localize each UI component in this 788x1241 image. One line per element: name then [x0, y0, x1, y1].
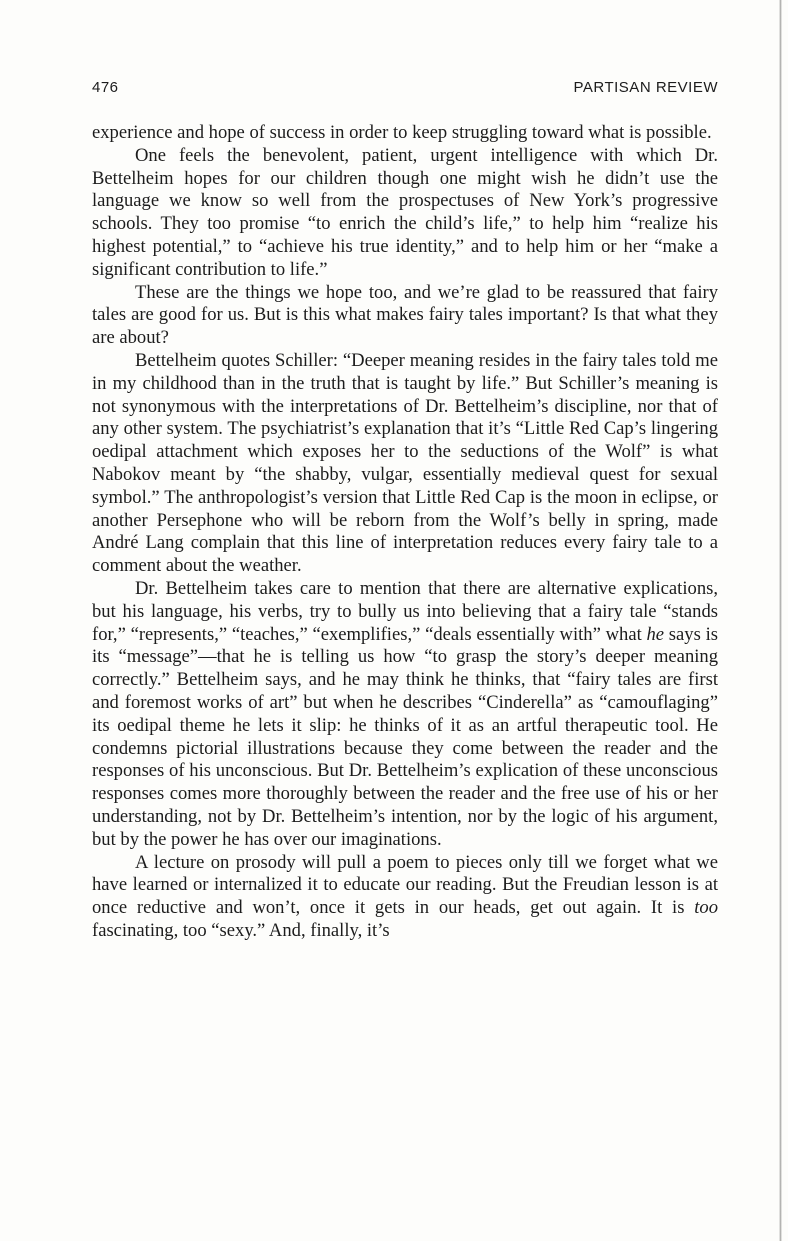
running-header	[92, 78, 718, 98]
page-edge-shadow	[779, 0, 782, 1241]
paragraph-text: A lecture on prosody will pull a poem to pieces only till we forget what we have learned or internalized it to educate our reading. But the Freudian lesson is at once reductive and won’t, once it gets in our heads, get out again. It is	[92, 851, 718, 919]
paragraph-text: Bettelheim quotes Schiller: “Deeper meaning resides in the fairy tales told me in my childhood than in the truth that is taught by life.” But Schiller’s meaning is not synonymous with the interpretations of Dr. Bettelheim’s discipline, nor that of any other system. The psychiatrist’s explanation that it’s “Little Red Cap’s lingering oedipal attachment which exposes her to the seductions of the Wolf” is what Nabokov meant by “the shabby, vulgar, essentially medieval quest for sexual symbol.” The anthropologist’s version that Little Red Cap is the moon in eclipse, or another Persephone who will be reborn from the Wolf’s belly in spring, made André Lang complain that this line of interpretation reduces every fairy tale to a comment about the weather.	[92, 349, 718, 577]
paragraph	[92, 282, 718, 350]
running-title: PARTISAN REVIEW	[573, 79, 718, 96]
paragraph	[92, 350, 718, 578]
paragraph-text: These are the things we hope too, and we’re glad to be reassured that fairy tales are good for us. But is this what makes fairy tales important? Is that what they are about?	[92, 281, 718, 349]
paragraph	[92, 122, 718, 145]
paragraph	[92, 852, 718, 943]
emphasized-text: too	[694, 897, 718, 919]
paragraph	[92, 145, 718, 282]
paragraph	[92, 578, 718, 852]
emphasized-text: he	[646, 623, 665, 645]
paragraph-text: One feels the benevolent, patient, urgent intelligence with which Dr. Bettelheim hopes for our children though one might wish he didn’t use the language we know so well from the prospectuses of New York’s progressive schools. They too promise “to enrich the child’s life,” to help him “realize his highest potential,” to “achieve his true identity,” and to help him or her “make a significant contribution to life.”	[92, 144, 718, 280]
paragraph-text: Dr. Bettelheim takes care to mention that there are alternative explications, but his language, his verbs, try to bully us into believing that a fairy tale “stands for,” “represents,” “teaches,” “exemplifies,” “deals essentially with” what	[92, 577, 718, 645]
page-number: 476	[92, 79, 119, 96]
body-text	[92, 122, 718, 943]
paragraph-text: experience and hope of success in order to keep struggling toward what is possible.	[92, 122, 712, 143]
paragraph-text: fascinating, too “sexy.” And, finally, it’s	[92, 919, 390, 941]
paragraph-text: says is its “message”—that he is telling us how “to grasp the story’s deeper meaning correctly.” Bettelheim says, and he may think he thinks, that “fairy tales are first and foremost works of art” but when he describes “Cinderella” as “camouflaging” its oedipal theme he lets it slip: he thinks of it as an artful therapeutic tool. He condemns pictorial illustrations because they come between the reader and the responses of his unconscious. But Dr. Bettelheim’s explication of these unconscious responses comes more thoroughly between the reader and the free use of his or her understanding, not by Dr. Bettelheim’s intention, nor by the logic of his argument, but by the power he has over our imaginations.	[92, 623, 718, 850]
